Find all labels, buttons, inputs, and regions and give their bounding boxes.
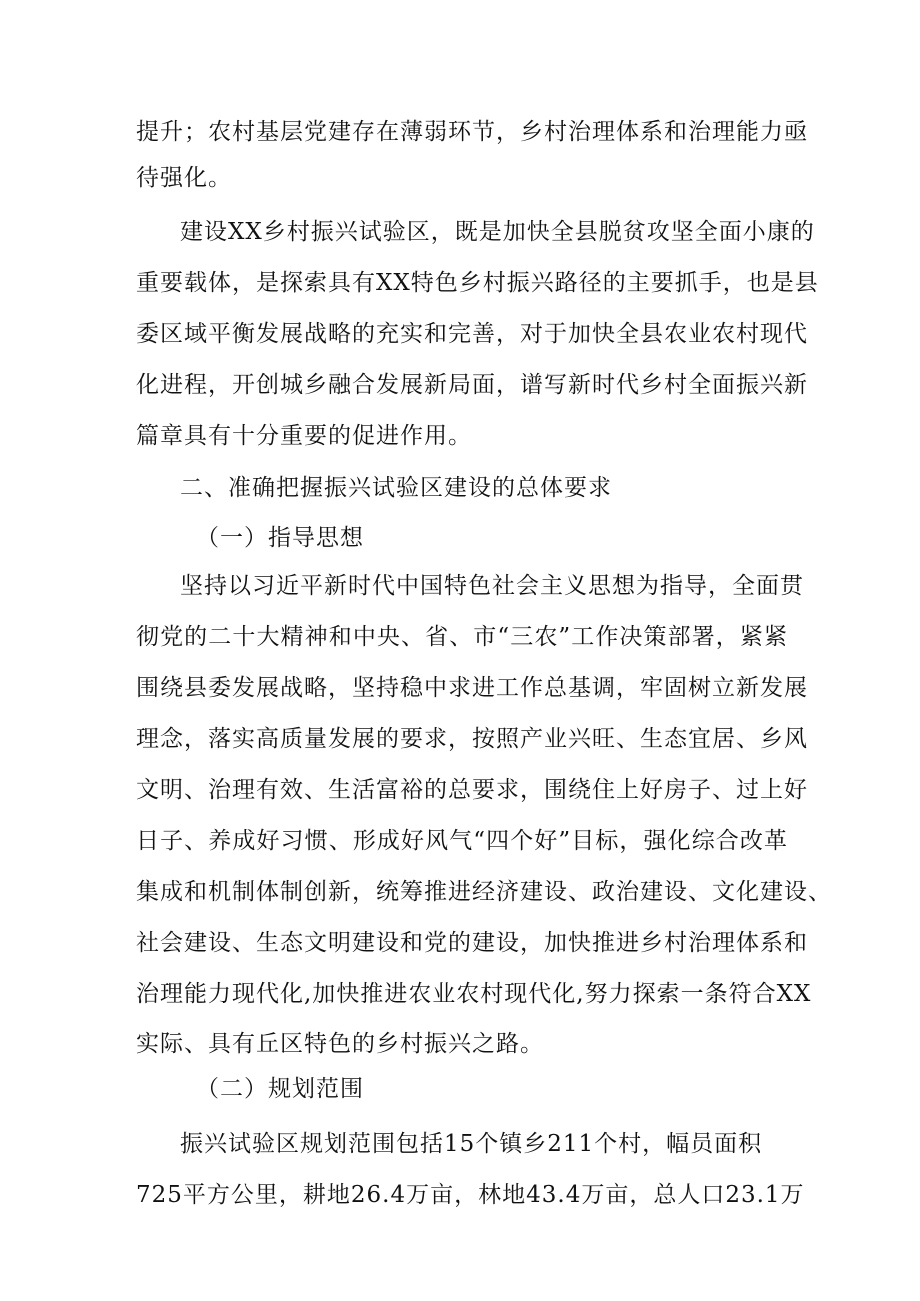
text-line: 理念，落实高质量发展的要求，按照产业兴旺、生态宜居、乡风 (136, 726, 808, 752)
text-line: 日子、养成好习惯、形成好风气“四个好”目标，强化综合改革 (136, 828, 788, 854)
section-heading-text: 二、准确把握振兴试验区建设的总体要求 (180, 475, 612, 501)
text-line: 围绕县委发展战略，坚持稳中求进工作总基调，牢固树立新发展 (136, 675, 808, 701)
paragraph-3-line-8 (136, 923, 808, 963)
text-line: 文明、治理有效、生活富裕的总要求，围绕住上好房子、过上好 (136, 777, 808, 803)
paragraph-3-line-9 (136, 974, 812, 1014)
paragraph-2-line-5 (136, 416, 472, 456)
text-line: 实际、具有丘区特色的乡村振兴之路。 (136, 1031, 544, 1057)
paragraph-1-line-2 (136, 158, 232, 198)
subheading-text: （二）规划范围 (196, 1076, 364, 1102)
subheading-text: （一）指导思想 (196, 525, 364, 551)
paragraph-2-line-4 (136, 365, 808, 405)
paragraph-3-line-10 (136, 1024, 544, 1064)
paragraph-2-line-2 (136, 263, 819, 303)
paragraph-3-line-2 (136, 617, 788, 657)
text-line: 化进程，开创城乡融合发展新局面，谱写新时代乡村全面振兴新 (136, 372, 808, 398)
paragraph-3-line-7 (136, 872, 832, 912)
text-line: 重要载体，是探索具有XX特色乡村振兴路径的主要抓手，也是县 (136, 270, 819, 296)
subheading-guiding-ideology (196, 518, 364, 558)
paragraph-4-line-2 (136, 1175, 805, 1215)
paragraph-3-line-5 (136, 770, 808, 810)
text-line: 建设XX乡村振兴试验区，既是加快全县脱贫攻坚全面小康的 (180, 219, 815, 245)
text-line: 彻党的二十大精神和中央、省、市“三农”工作决策部署，紧紧 (136, 624, 788, 650)
text-line: 提升；农村基层党建存在薄弱环节，乡村治理体系和治理能力亟 (136, 119, 808, 145)
text-line: 委区域平衡发展战略的充实和完善，对于加快全县农业农村现代 (136, 321, 808, 347)
text-line: 篇章具有十分重要的促进作用。 (136, 423, 472, 449)
paragraph-3-line-4 (136, 719, 808, 759)
paragraph-4-line-1 (180, 1124, 762, 1164)
paragraph-2-line-1 (180, 212, 815, 252)
text-line: 725平方公里，耕地26.4万亩，林地43.4万亩，总人口23.1万 (136, 1182, 805, 1208)
paragraph-3-line-1 (180, 566, 804, 606)
text-line: 集成和机制体制创新，统筹推进经济建设、政治建设、文化建设、 (136, 879, 832, 905)
paragraph-3-line-3 (136, 668, 808, 708)
paragraph-3-line-6 (136, 821, 788, 861)
paragraph-1-line-1 (136, 112, 808, 152)
subheading-planning-scope (196, 1069, 364, 1109)
text-line: 待强化。 (136, 165, 232, 191)
text-line: 治理能力现代化,加快推进农业农村现代化,努力探索一条符合XX (136, 981, 812, 1007)
text-line: 社会建设、生态文明建设和党的建设，加快推进乡村治理体系和 (136, 930, 808, 956)
text-line: 坚持以习近平新时代中国特色社会主义思想为指导，全面贯 (180, 573, 804, 599)
paragraph-2-line-3 (136, 314, 808, 354)
text-line: 振兴试验区规划范围包括15个镇乡211个村，幅员面积 (180, 1131, 763, 1157)
section-heading (180, 468, 612, 508)
